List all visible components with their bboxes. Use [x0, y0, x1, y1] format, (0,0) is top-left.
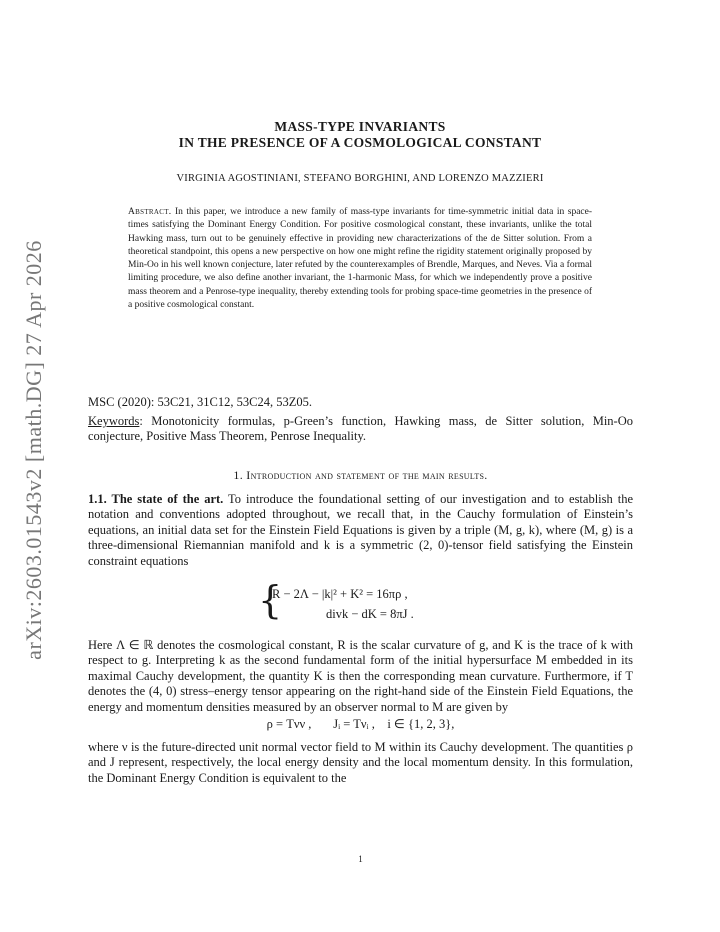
subsection-title: 1.1. The state of the art.	[88, 492, 224, 506]
density-equations: ρ = Tνν , Jᵢ = Tνᵢ , i ∈ {1, 2, 3},	[266, 717, 455, 731]
arxiv-identifier	[16, 240, 52, 660]
equation-row-1: R − 2Λ − |k|² + K² = 16πρ ,	[272, 587, 408, 601]
paragraph-state-of-art	[88, 492, 633, 569]
page-number: 1	[358, 854, 363, 864]
authors: VIRGINIA AGOSTINIANI, STEFANO BORGHINI, AND LORENZO MAZZIERI	[176, 173, 544, 184]
title-line-1: MASS-TYPE INVARIANTS	[274, 119, 446, 134]
constraint-equations	[258, 578, 478, 624]
paragraph-1-text: To introduce the foundational setting of our investigation and to establish the notation and conventions adopted throughout, we recall that, in the Cauchy formulation of Einstein’s equations, an initial data set for the Einstein Field Equations is given by a triple (M, g, k), where (M, g) is a three-dimensional Riemannian manifold and k is a symmetric (2, 0)-tensor field satisfying the Einstein constraint equations	[88, 492, 633, 568]
keywords-label: Keywords	[88, 414, 140, 428]
paragraph-3: where ν is the future-directed unit normal vector field to M within its Cauchy development. The quantities ρ and J represent, respectively, the local energy density and the local momentum density. In this formulation, the Dominant Energy Condition is equivalent to the	[88, 740, 633, 785]
keywords	[88, 414, 633, 444]
title-line-2: IN THE PRESENCE OF A COSMOLOGICAL CONSTANT	[178, 135, 542, 150]
equation-brace: {	[258, 578, 283, 622]
abstract	[128, 206, 592, 312]
paragraph-2: Here Λ ∈ ℝ denotes the cosmological constant, R is the scalar curvature of g, and K is the trace of k with respect to g. Interpreting k as the second fundamental form of the initial hypersurface M embedded in its maximal Cauchy development, the quantity K is then the corresponding mean curvature. Furthermore, if T denotes the (4, 0) stress–energy tensor appearing on the right-hand side of the Einstein Field Equations, the energy and momentum densities measured by an observer normal to M are given by	[88, 638, 633, 714]
section-heading: 1. Introduction and statement of the main results.	[233, 468, 488, 482]
abstract-text: In this paper, we introduce a new family of mass-type invariants for time-symmetric initial data in space-times satisfying the Dominant Energy Condition. For positive cosmological constant, these invariants, unlike the total Hawking mass, turn out to be genuinely effective in providing new characterizations of the de Sitter solution. From a theoretical standpoint, this opens a new perspective on how one might refine the rigidity statement originally proposed by Min-Oo in his well known conjecture, later refuted by the counterexamples of Brendle, Marques, and Neves. Via a formal limiting procedure, we also define another invariant, the 1-harmonic Mass, for which we independently prove a positive mass theorem and a Penrose-type inequality, thereby extending tools for probing space-time geometries in the presence of a positive cosmological constant.	[128, 207, 593, 311]
keywords-text: : Monotonicity formulas, p-Green’s function, Hawking mass, de Sitter solution, Min-Oo conjecture, Positive Mass Theorem, Penrose Inequality.	[88, 414, 633, 443]
msc-classification: MSC (2020): 53C21, 31C12, 53C24, 53Z05.	[88, 395, 312, 409]
equation-row-2: divk − dK = 8πJ .	[326, 607, 414, 621]
arxiv-identifier-text: arXiv:2603.01543v2 [math.DG] 27 Apr 2026	[21, 240, 46, 660]
paper-title	[88, 119, 632, 151]
abstract-heading: Abstract.	[128, 207, 172, 217]
